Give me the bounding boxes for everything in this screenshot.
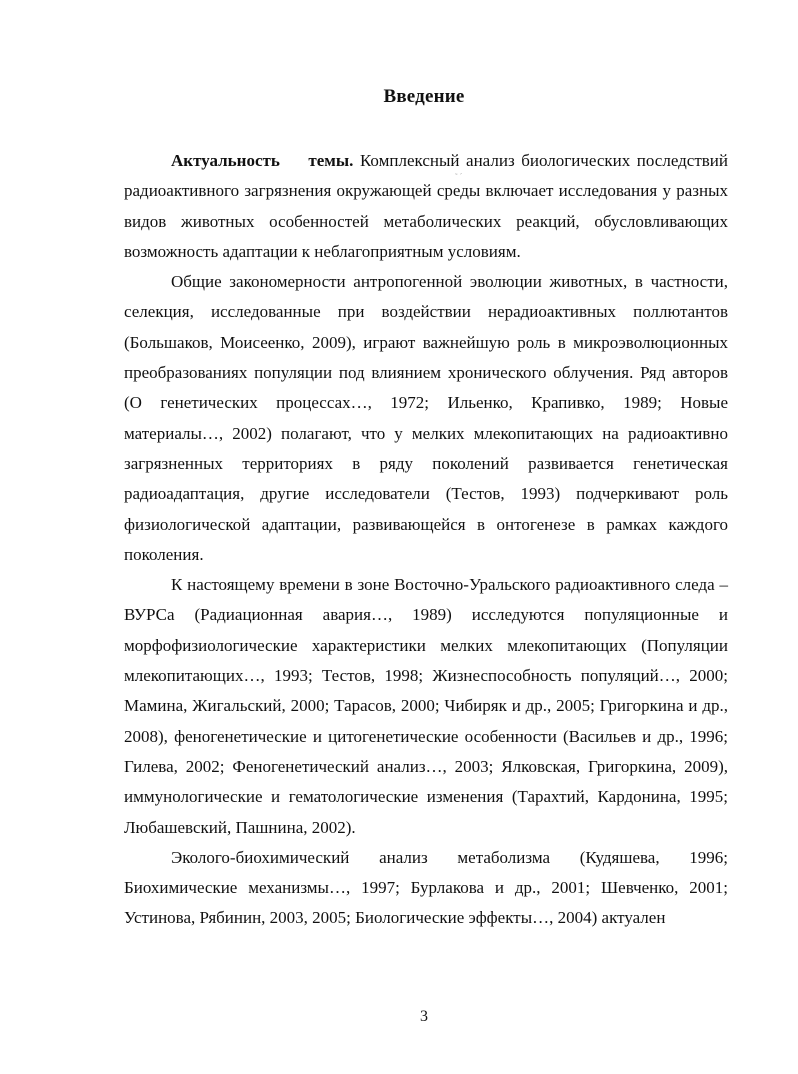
- paragraph-evolution: Общие закономерности антропогенной эволюции животных, в частности, селекция, исследованные при воздействии нерадиоактивных поллютантов (Большаков, Моисеенко, 2009), играют важнейшую роль в микроэволюционных преобразованиях популяции под влиянием хронического облучения. Ряд авторов (О генетических процессах…, 1972; Ильенко, Крапивко, 1989; Новые материалы…, 2002) полагают, что у мелких млекопитающих на радиоактивно загрязненных территориях в ряду поколений развивается генетическая радиоадаптация, другие исследователи (Тестов, 1993) подчеркивают роль физиологической адаптации, развивающейся в онтогенезе в рамках каждого поколения.: [124, 272, 728, 564]
- paragraph-text: Комплексный анализ биологических последствий радиоактивного загрязнения окружающей среды включает исследования у разных видов животных особенностей метаболических реакций, обусловливающих возможность адаптации к неблагоприятным условиям.: [124, 151, 728, 261]
- body-text: [124, 146, 728, 934]
- page-heading: Введение: [383, 86, 465, 107]
- paragraph-lead: Актуальность темы.: [171, 151, 354, 170]
- scan-speck: ˜ ´: [455, 172, 463, 181]
- paragraph-biochemical: Эколого-биохимический анализ метаболизма (Кудяшева, 1996; Биохимические механизмы…, 1997; Бурлакова и др., 2001; Шевченко, 2001; Устинова, Рябинин, 2003, 2005; Биологические эффекты…, 2004) актуален: [124, 847, 728, 928]
- paragraph-vurs: К настоящему времени в зоне Восточно-Уральского радиоактивного следа – ВУРСа (Радиационная авария…, 1989) исследуются популяционные и морфофизиологические характеристики мелких млекопитающих (Популяции млекопитающих…, 1993; Тестов, 1998; Жизнеспособность популяций…, 2000; Мамина, Жигальский, 2000; Тарасов, 2000; Чибиряк и др., 2005; Григоркина и др., 2008), феногенетические и цитогенетические особенности (Васильев и др., 1996; Гилева, 2002; Феногенетический анализ…, 2003; Ялковская, Григоркина, 2009), иммунологические и гематологические изменения (Тарахтий, Кардонина, 1995; Любашевский, Пашнина, 2002).: [124, 575, 728, 837]
- page-number: 3: [420, 1008, 428, 1025]
- paragraph-relevance: [124, 146, 728, 267]
